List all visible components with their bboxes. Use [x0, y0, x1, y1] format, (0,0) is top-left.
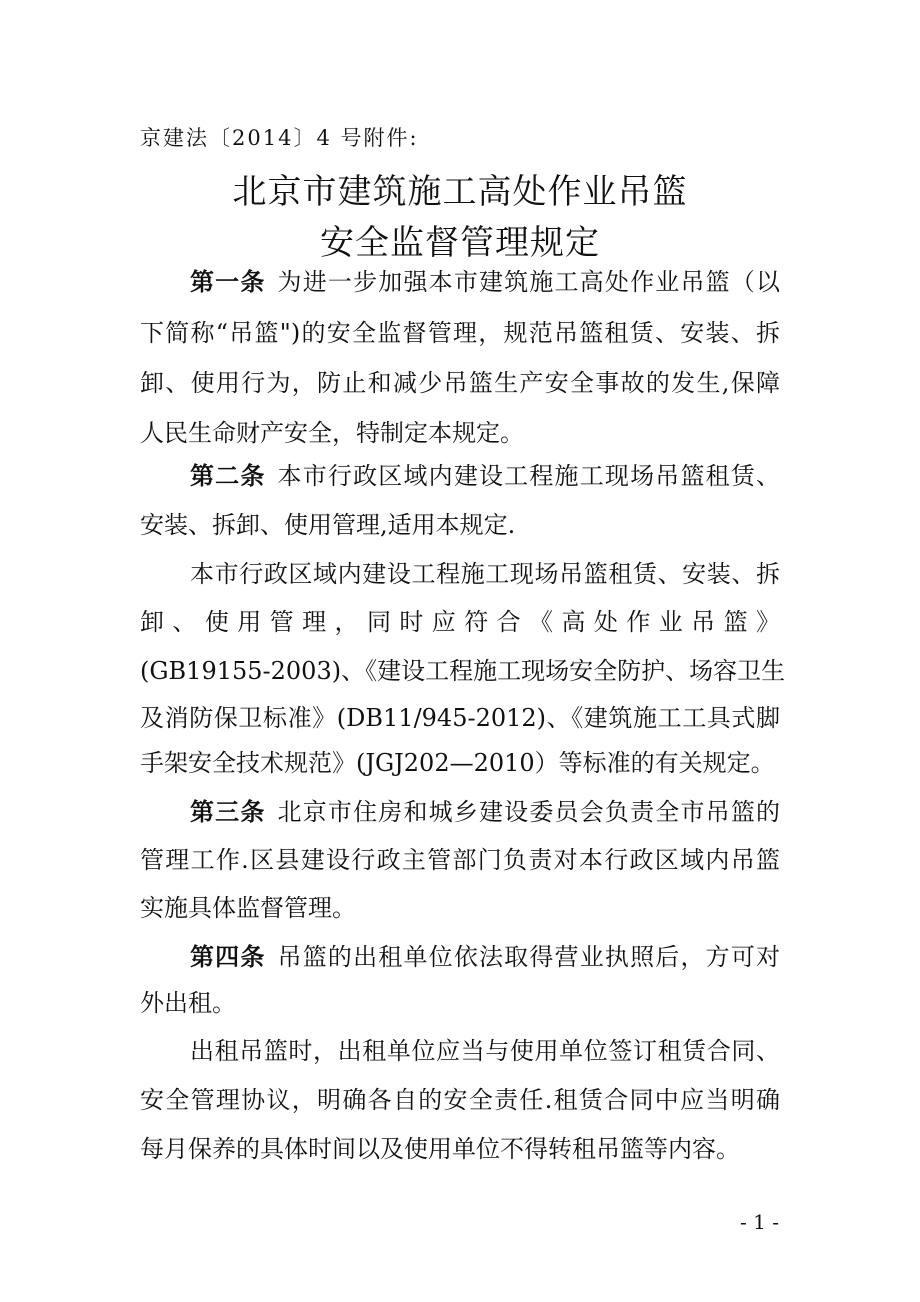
- paragraph-1-line-1: 本市行政区域内建设工程施工现场吊篮租赁、安装、拆: [190, 560, 780, 588]
- article-3-line-3: 实施具体监督管理。: [140, 894, 356, 922]
- article-1-line-4: 人民生命财产安全，特制定本规定。: [140, 419, 524, 447]
- article-1-line-1: 第一条 为进一步加强本市建筑施工高处作业吊篮（以: [190, 268, 780, 296]
- article-1-line-2: 下简称“吊篮")的安全监督管理，规范吊篮租赁、安装、拆: [140, 319, 780, 347]
- paragraph-2-line-1: 出租吊篮时，出租单位应当与使用单位签订租赁合同、: [190, 1037, 780, 1065]
- article-1-label: 第一条: [190, 268, 266, 296]
- paragraph-1-line-5: 手架安全技术规范》(JGJ202—2010）等标准的有关规定。: [140, 749, 775, 777]
- article-1-line-3: 卸、使用行为，防止和减少吊篮生产安全事故的发生,保障: [140, 369, 780, 397]
- article-4-line-1: 第四条 吊篮的出租单位依法取得营业执照后，方可对: [190, 943, 780, 971]
- paragraph-1-line-3: (GB19155-2003)、《建设工程施工现场安全防护、场容卫生: [140, 657, 786, 685]
- attachment-label: 京建法〔2014〕4 号附件:: [140, 126, 419, 150]
- paragraph-2-line-3: 每月保养的具体时间以及使用单位不得转租吊篮等内容。: [140, 1135, 740, 1163]
- article-2-line-1: 第二条 本市行政区域内建设工程施工现场吊篮租赁、: [190, 462, 780, 490]
- article-2-line-2: 安装、拆卸、使用管理,适用本规定.: [140, 511, 516, 539]
- article-3-line-2: 管理工作.区县建设行政主管部门负责对本行政区域内吊篮: [140, 846, 780, 874]
- article-2-label: 第二条: [190, 462, 266, 490]
- paragraph-1-line-4: 及消防保卫标准》(DB11/945-2012)、《建筑施工工具式脚: [140, 704, 780, 732]
- document-title-line-1: 北京市建筑施工高处作业吊篮: [232, 172, 688, 212]
- article-3-line-1: 第三条 北京市住房和城乡建设委员会负责全市吊篮的: [190, 798, 780, 826]
- document-title-line-2: 安全监督管理规定: [320, 223, 600, 263]
- paragraph-2-line-2: 安全管理协议，明确各自的安全责任.租赁合同中应当明确: [140, 1086, 780, 1114]
- article-3-label: 第三条: [190, 798, 266, 826]
- article-4-label: 第四条: [190, 943, 266, 971]
- page-number: - 1 -: [740, 1210, 779, 1234]
- paragraph-1-line-2: 卸、使用管理，同时应符合《高处作业吊篮》: [140, 608, 780, 636]
- article-4-line-2: 外出租。: [140, 989, 236, 1017]
